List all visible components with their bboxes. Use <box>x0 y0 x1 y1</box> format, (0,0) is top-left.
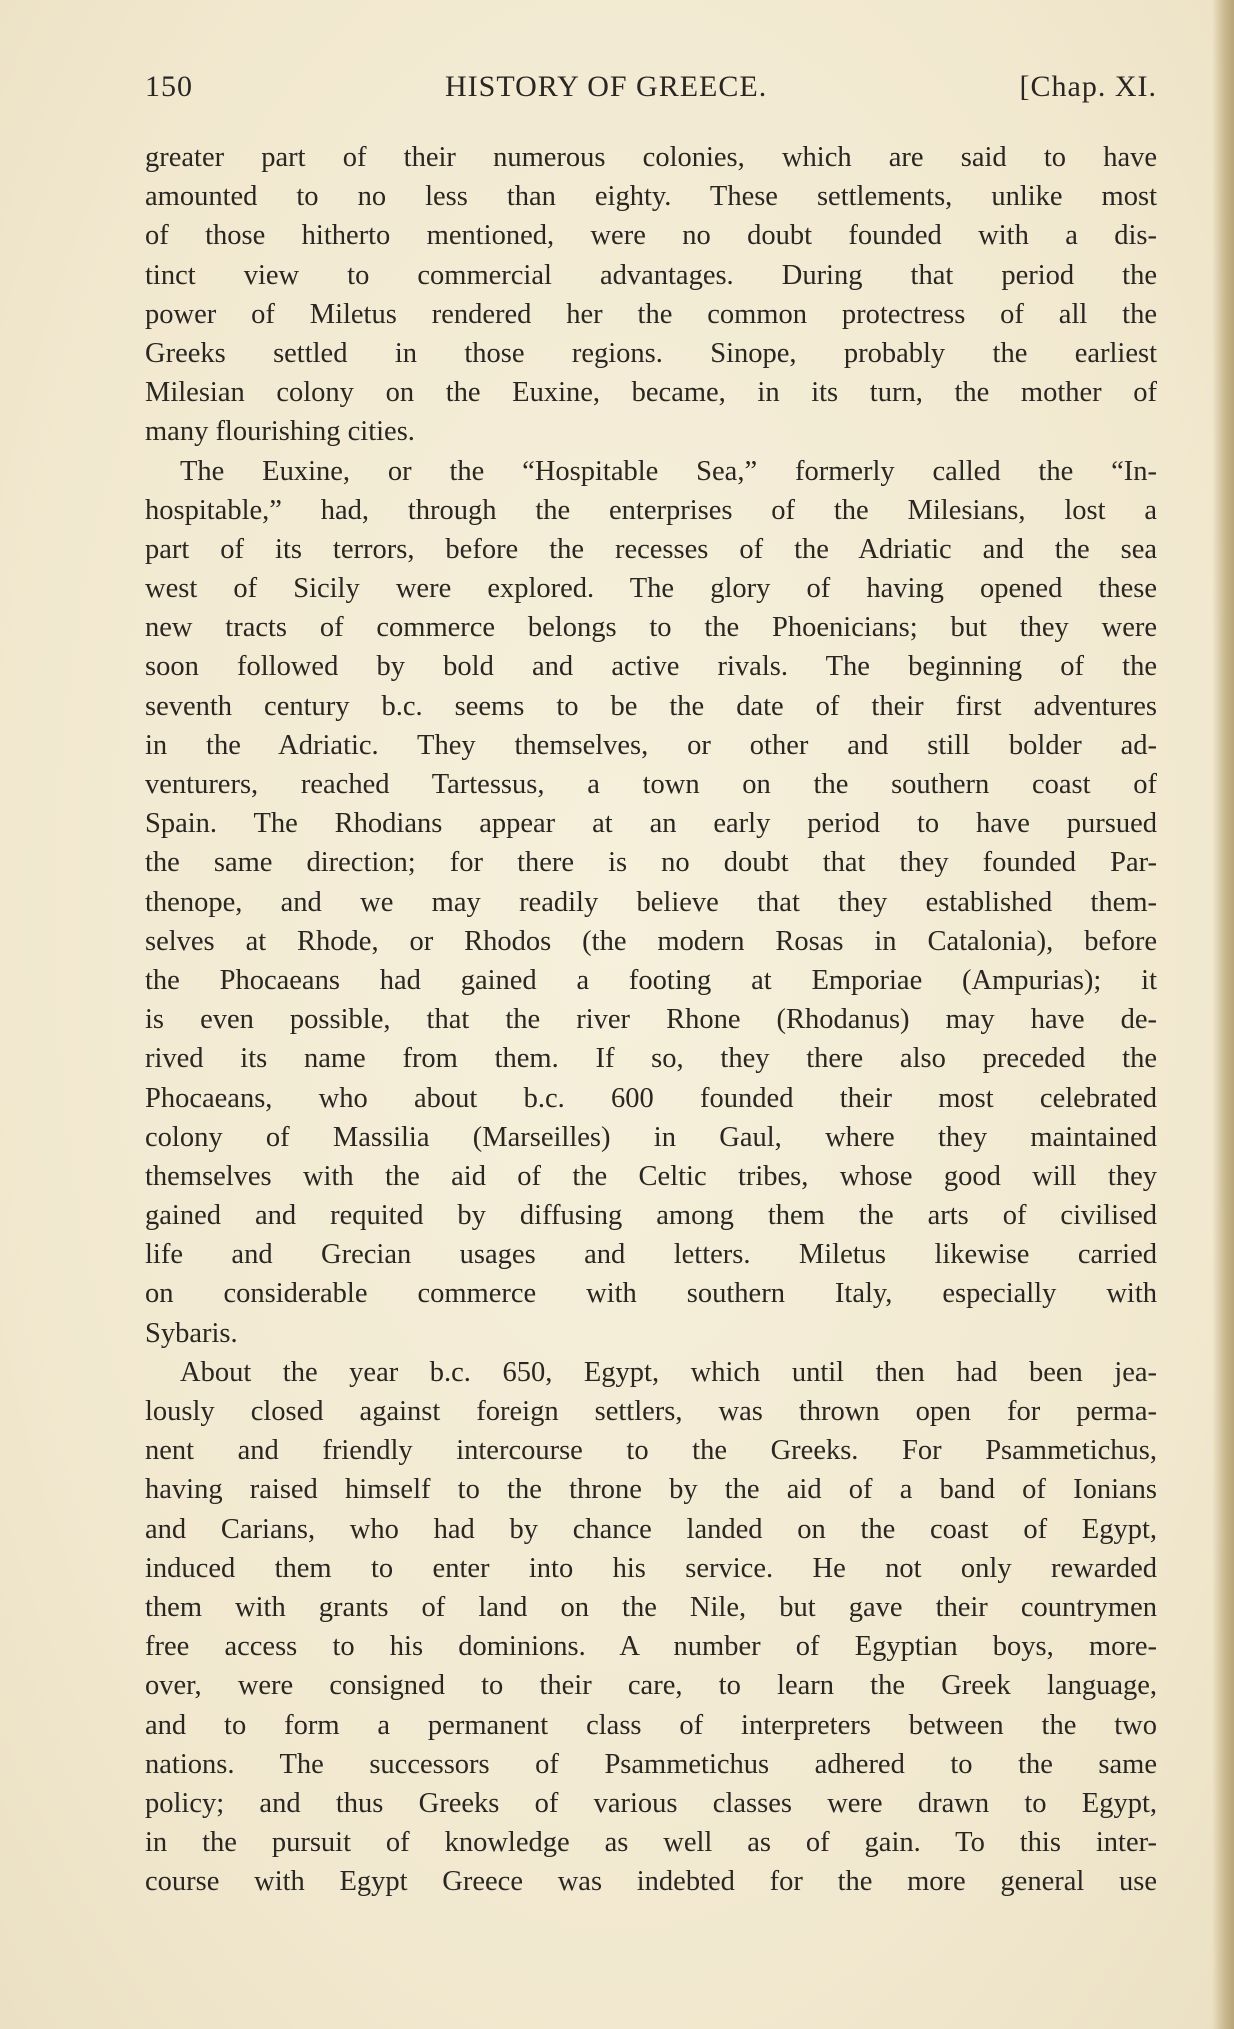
text-line: and to form a permanent class of interpreters between the two <box>145 1709 1157 1741</box>
text-line: nations. The successors of Psammetichus adhered to the same <box>145 1748 1157 1780</box>
text-line: greater part of their numerous colonies, which are said to have <box>145 142 1157 173</box>
page-edge-shadow <box>1212 0 1234 2029</box>
text-line: power of Miletus rendered her the common protectress of all the <box>145 298 1157 330</box>
text-line: policy; and thus Greeks of various classes were drawn to Egypt, <box>145 1787 1157 1819</box>
text-line: hospitable,” had, through the enterprises of the Milesians, lost a <box>145 494 1157 526</box>
text-line: The Euxine, or the “Hospitable Sea,” formerly called the “In- <box>180 455 1157 487</box>
text-line: of those hitherto mentioned, were no doubt founded with a dis- <box>145 220 1157 252</box>
page-number: 150 <box>145 70 193 103</box>
text-line: Spain. The Rhodians appear at an early period to have pursued <box>145 808 1157 840</box>
text-line: lously closed against foreign settlers, was thrown open for perma- <box>145 1396 1157 1427</box>
text-line: life and Grecian usages and letters. Miletus likewise carried <box>145 1239 1157 1271</box>
text-line: seventh century b.c. seems to be the date of their first adventures <box>145 690 1157 722</box>
text-line: Phocaeans, who about b.c. 600 founded their most celebrated <box>145 1082 1157 1114</box>
text-line: Sybaris. <box>145 1317 238 1349</box>
text-line: in the Adriatic. They themselves, or other and still bolder ad- <box>145 729 1157 761</box>
text-line: thenope, and we may readily believe that they established them- <box>145 886 1157 918</box>
chapter-reference: [Chap. XI. <box>1019 70 1157 103</box>
text-line: and Carians, who had by chance landed on the coast of Egypt, <box>145 1513 1157 1545</box>
running-head <box>145 70 1157 118</box>
body-text <box>145 138 1157 1901</box>
text-line: the Phocaeans had gained a footing at Emporiae (Ampurias); it <box>145 964 1157 996</box>
text-line: nent and friendly intercourse to the Greeks. For Psammetichus, <box>145 1435 1157 1467</box>
text-line: Milesian colony on the Euxine, became, in its turn, the mother of <box>145 377 1157 409</box>
text-line: part of its terrors, before the recesses of the Adriatic and the sea <box>145 533 1157 565</box>
text-line: colony of Massilia (Marseilles) in Gaul, where they maintained <box>145 1121 1157 1153</box>
text-line: soon followed by bold and active rivals. The beginning of the <box>145 651 1157 683</box>
text-line: on considerable commerce with southern Italy, especially with <box>145 1278 1157 1310</box>
text-line: over, were consigned to their care, to learn the Greek language, <box>145 1670 1157 1702</box>
text-line: many flourishing cities. <box>145 416 415 448</box>
running-title: HISTORY OF GREECE. <box>445 70 768 103</box>
text-line: them with grants of land on the Nile, but gave their countrymen <box>145 1591 1157 1623</box>
text-line: west of Sicily were explored. The glory of having opened these <box>145 573 1157 605</box>
text-line: themselves with the aid of the Celtic tribes, whose good will they <box>145 1160 1157 1192</box>
text-line: Greeks settled in those regions. Sinope, probably the earliest <box>145 337 1157 369</box>
text-line: in the pursuit of knowledge as well as of gain. To this inter- <box>145 1827 1157 1859</box>
text-line: the same direction; for there is no doubt that they founded Par- <box>145 847 1157 879</box>
text-line: gained and requited by diffusing among them the arts of civilised <box>145 1200 1157 1232</box>
text-line: tinct view to commercial advantages. During that period the <box>145 259 1157 291</box>
text-line: course with Egypt Greece was indebted for the more general use <box>145 1866 1157 1898</box>
text-line: having raised himself to the throne by the aid of a band of Ionians <box>145 1474 1157 1506</box>
text-line: free access to his dominions. A number of Egyptian boys, more- <box>145 1631 1157 1663</box>
text-line: new tracts of commerce belongs to the Phoenicians; but they were <box>145 612 1157 644</box>
text-line: About the year b.c. 650, Egypt, which until then had been jea- <box>180 1356 1157 1388</box>
text-line: is even possible, that the river Rhone (Rhodanus) may have de- <box>145 1004 1157 1036</box>
text-line: amounted to no less than eighty. These settlements, unlike most <box>145 181 1157 213</box>
text-line: induced them to enter into his service. He not only rewarded <box>145 1552 1157 1584</box>
text-line: rived its name from them. If so, they there also preceded the <box>145 1043 1157 1075</box>
text-line: selves at Rhode, or Rhodos (the modern Rosas in Catalonia), before <box>145 925 1157 957</box>
text-line: venturers, reached Tartessus, a town on the southern coast of <box>145 769 1157 800</box>
